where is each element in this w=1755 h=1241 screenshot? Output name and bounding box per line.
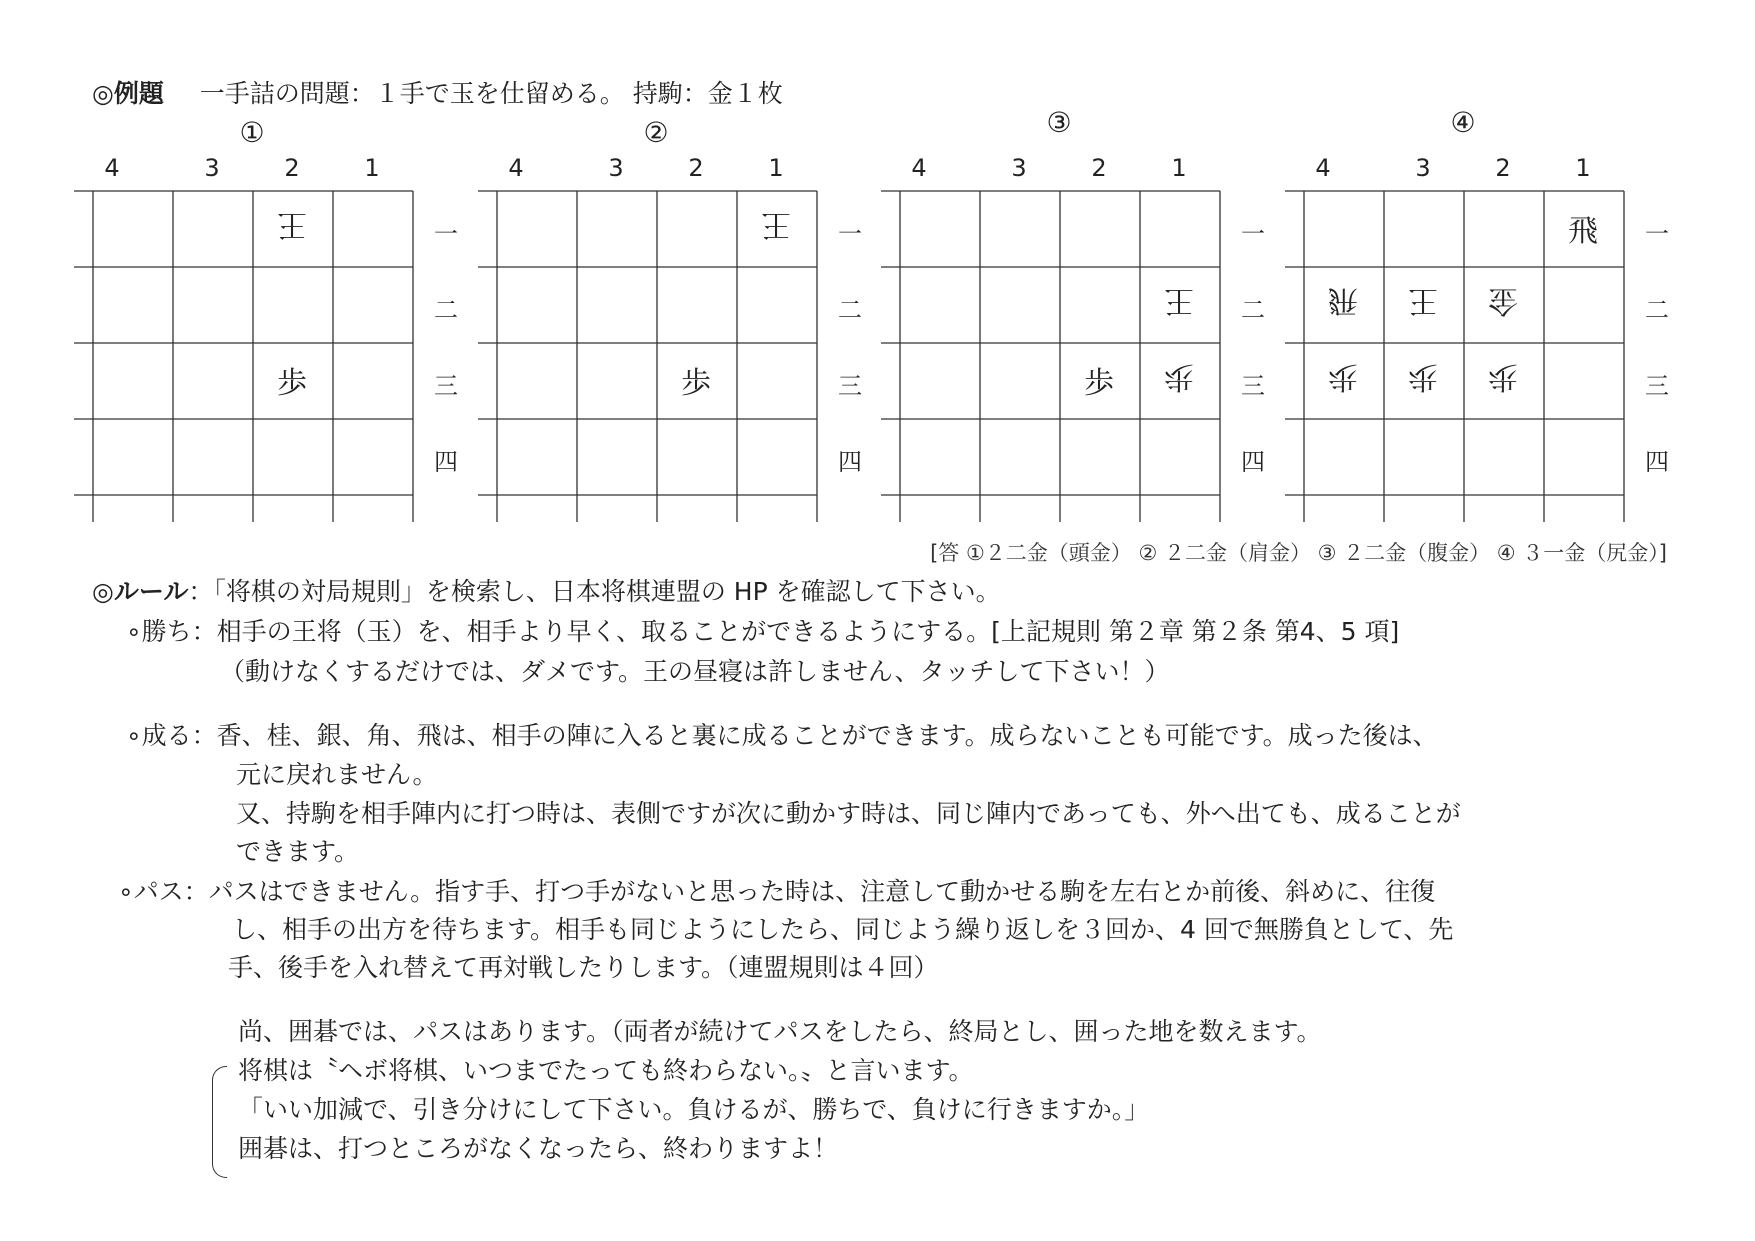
row-label: 四 [1645, 448, 1669, 476]
rules-heading [92, 574, 1001, 610]
column-label: 3 [204, 154, 220, 182]
rule-pass-line-3: 手、後手を入れ替えて再対戦したりします。（連盟規則は４回） [228, 953, 939, 982]
row-label: 二 [1241, 296, 1265, 324]
shogi-piece: 歩 [277, 366, 307, 401]
row-label: 三 [1241, 372, 1265, 400]
shogi-piece: 王 [277, 207, 307, 242]
column-label: 2 [688, 154, 704, 182]
column-label: 3 [1415, 154, 1431, 182]
shogi-piece: 歩 [1328, 359, 1358, 394]
rule-win-line-2: （動けなくするだけでは、ダメです。王の昼寝は許しません、タッチして下さい！） [220, 657, 1170, 686]
note-bracket [212, 1066, 227, 1178]
shogi-piece: 歩 [1164, 359, 1194, 394]
column-label: 4 [911, 154, 927, 182]
shogi-piece: 金 [1488, 283, 1518, 318]
row-label: 四 [838, 448, 862, 476]
rule-promote-line-4: できます。 [236, 837, 360, 866]
row-label: 一 [838, 220, 862, 248]
shogi-piece: 歩 [681, 366, 711, 401]
shogi-piece: 飛 [1328, 283, 1358, 318]
row-label: 二 [434, 296, 458, 324]
shogi-piece: 飛 [1568, 214, 1598, 249]
board-number: ③ [1046, 106, 1072, 139]
note-line-4: 囲碁は、打つところがなくなったら、終わりますよ！ [238, 1134, 839, 1163]
note-line-1: 尚、囲碁では、パスはあります。（両者が続けてパスをしたら、終局とし、囲った地を数えます。 [238, 1017, 1322, 1046]
shogi-piece: 王 [1408, 283, 1438, 318]
shogi-piece: 歩 [1488, 359, 1518, 394]
column-label: 4 [1315, 154, 1331, 182]
rule-promote-line-3: 又、持駒を相手陣内に打つ時は、表側ですが次に動かす時は、同じ陣内であっても、外へ出ても、成ることが [236, 799, 1461, 828]
row-label: 二 [1645, 296, 1669, 324]
board-number: ① [239, 116, 265, 149]
row-label: 一 [1645, 220, 1669, 248]
column-label: 2 [1495, 154, 1511, 182]
example-mark: ◎例題 [92, 79, 164, 108]
shogi-piece: 歩 [1408, 359, 1438, 394]
column-label: 1 [1171, 154, 1187, 182]
board-number: ② [643, 116, 669, 149]
row-label: 四 [434, 448, 458, 476]
column-label: 1 [768, 154, 784, 182]
shogi-piece: 王 [761, 207, 791, 242]
row-label: 三 [1645, 372, 1669, 400]
shogi-piece: 歩 [1084, 366, 1114, 401]
column-label: 4 [508, 154, 524, 182]
rule-pass-line-2: し、相手の出方を待ちます。相手も同じようにしたら、同じよう繰り返しを３回か、4 回で無勝負として、先 [232, 915, 1454, 944]
rule-win-line-1: ∘勝ち：相手の王将（玉）を、相手より早く、取ることができるようにする。[上記規則 第２章 第２条 第4、5 項] [126, 617, 1400, 646]
rules-mark: ◎ルール [92, 577, 189, 606]
rule-promote-line-1: ∘成る：香、桂、銀、角、飛は、相手の陣に入ると裏に成ることができます。成らないことも可能です。成った後は、 [126, 721, 1438, 750]
board-number: ④ [1450, 106, 1476, 139]
row-label: 一 [434, 220, 458, 248]
row-label: 四 [1241, 448, 1265, 476]
column-label: 1 [1575, 154, 1591, 182]
shogi-piece: 王 [1164, 283, 1194, 318]
row-label: 一 [1241, 220, 1265, 248]
example-heading [92, 74, 783, 110]
row-label: 三 [838, 372, 862, 400]
example-text: 一手詰の問題：１手で玉を仕留める。 持駒：金１枚 [199, 79, 783, 108]
row-label: 三 [434, 372, 458, 400]
column-label: 2 [284, 154, 300, 182]
column-label: 1 [364, 154, 380, 182]
note-line-3: 「いい加減で、引き分けにして下さい。負けるが、勝ちで、負けに行きますか。」 [238, 1095, 1150, 1124]
row-label: 二 [838, 296, 862, 324]
column-label: 3 [608, 154, 624, 182]
rules-heading-text: ：「将棋の対局規則」を検索し、日本将棋連盟の HP を確認して下さい。 [188, 577, 1001, 606]
answer-line: [答 ①２二金（頭金） ② ２二金（肩金） ③ ２二金（腹金） ④ ３一金（尻金）] [930, 541, 1667, 565]
note-line-2: 将棋は〝ヘボ将棋、いつまでたっても終わらない。〟と言います。 [238, 1056, 974, 1085]
board-grid [74, 190, 414, 524]
column-label: 4 [104, 154, 120, 182]
rule-pass-line-1: ∘パス：パスはできません。指す手、打つ手がないと思った時は、注意して動かせる駒を左右とか前後、斜めに、往復 [118, 877, 1436, 906]
column-label: 3 [1011, 154, 1027, 182]
rule-promote-line-2: 元に戻れません。 [236, 760, 438, 789]
column-label: 2 [1091, 154, 1107, 182]
